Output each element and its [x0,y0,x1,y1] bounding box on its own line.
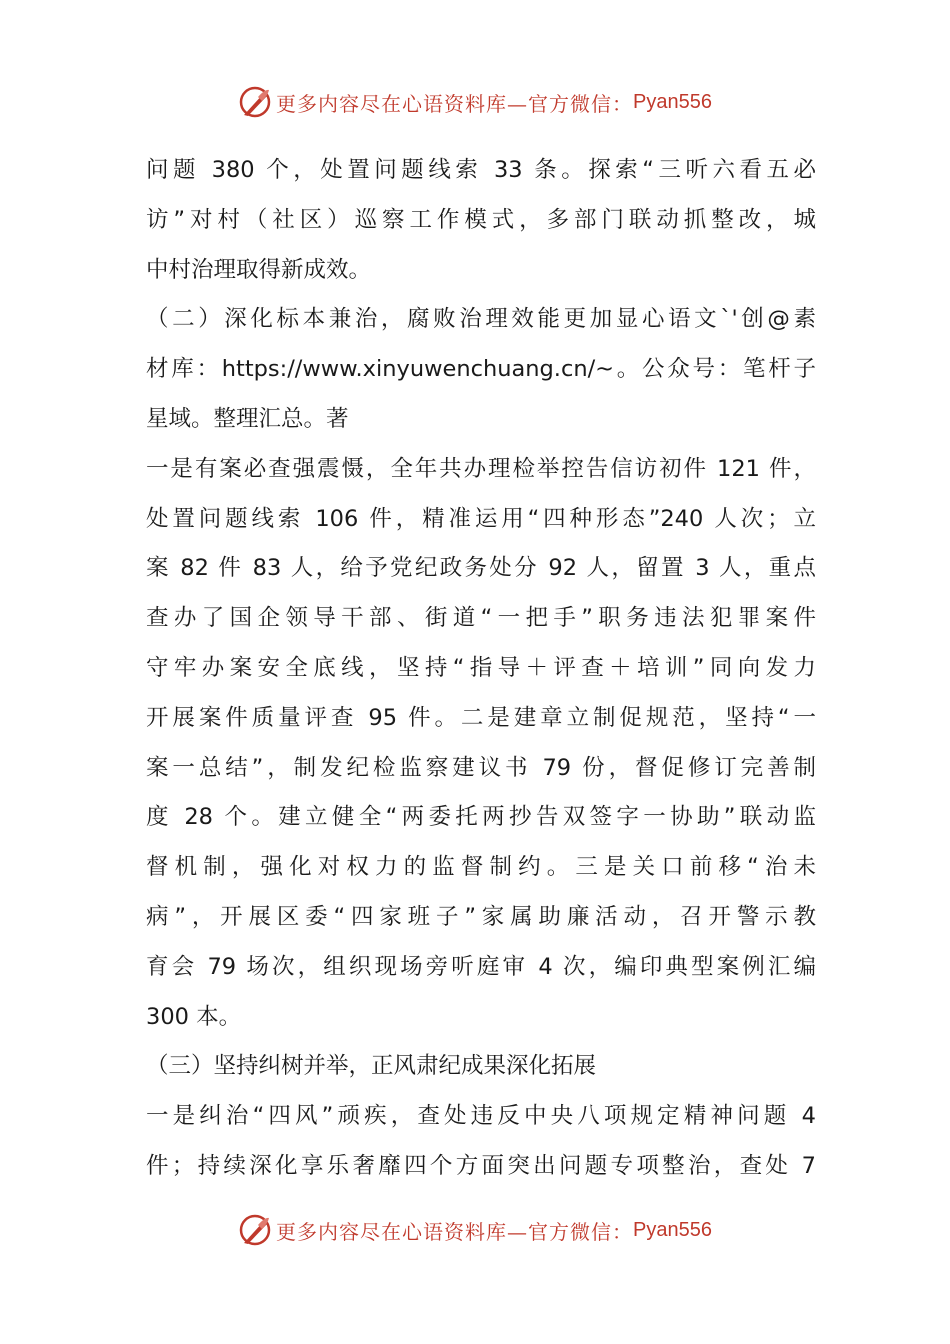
text-line: 一是纠治“四风”顽疾，查处违反中央八项规定精神问题 4 [146,1103,816,1130]
text-line: 育会 79 场次，组织现场旁听庭审 4 次，编印典型案例汇编 [146,953,816,980]
banner-text: 更多内容尽在心语资料库—官方微信： [276,1219,634,1244]
text-line: 案一总结”，制发纪检监察建议书 79 份，督促修订完善制 [146,754,816,781]
text-line: 300 本。 [146,1003,242,1030]
text-line: 度 28 个。建立健全“两委托两抄告双签字一协助”联动监 [146,804,816,831]
text-line: 案 82 件 83 人，给予党纪政务处分 92 人，留置 3 人，重点 [146,555,816,582]
text-line: 问题 380 个，处置问题线索 33 条。探索“三听六看五必 [146,157,816,183]
text-line: 访”对村（社区）巡察工作模式，多部门联动抓整改，城 [146,206,816,233]
text-line: 病”，开展区委“四家班子”家属助廉活动，召开警示教 [146,903,816,930]
text-line: 处置问题线索 106 件，精准运用“四种形态”240 人次；立 [146,505,816,532]
text-line: 一是有案必查强震慑，全年共办理检举控告信访初件 121 件， [146,455,816,482]
header-banner [0,82,950,122]
footer-banner [0,1210,950,1250]
document-body [146,146,816,1192]
quill-logo-icon [238,1213,272,1247]
text-line: 件；持续深化享乐奢靡四个方面突出问题专项整治，查处 7 [146,1152,816,1179]
banner-text: 更多内容尽在心语资料库—官方微信： [276,91,634,116]
text-line: 材库：https://www.xinyuwenchuang.cn/~。公众号：笔杆子 [146,356,816,383]
text-line: （二）深化标本兼治，腐败治理效能更加显心语文`'创@素 [146,306,816,333]
banner-handle: Pyan556 [633,1218,712,1241]
text-line: 中村治理取得新成效。 [146,256,372,283]
quill-logo-icon [238,85,272,119]
text-line: 查办了国企领导干部、街道“一把手”职务违法犯罪案件 [146,605,816,632]
text-line: 督机制，强化对权力的监督制约。三是关口前移“治未 [146,854,816,881]
text-line: 星域。整理汇总。著 [146,405,349,432]
text-line: （三）坚持纠树并举，正风肃纪成果深化拓展 [146,1053,597,1080]
banner-handle: Pyan556 [633,90,712,113]
text-line: 守牢办案安全底线，坚持“指导＋评查＋培训”同向发力 [146,654,816,681]
text-line: 开展案件质量评查 95 件。二是建章立制促规范，坚持“一 [146,704,816,731]
